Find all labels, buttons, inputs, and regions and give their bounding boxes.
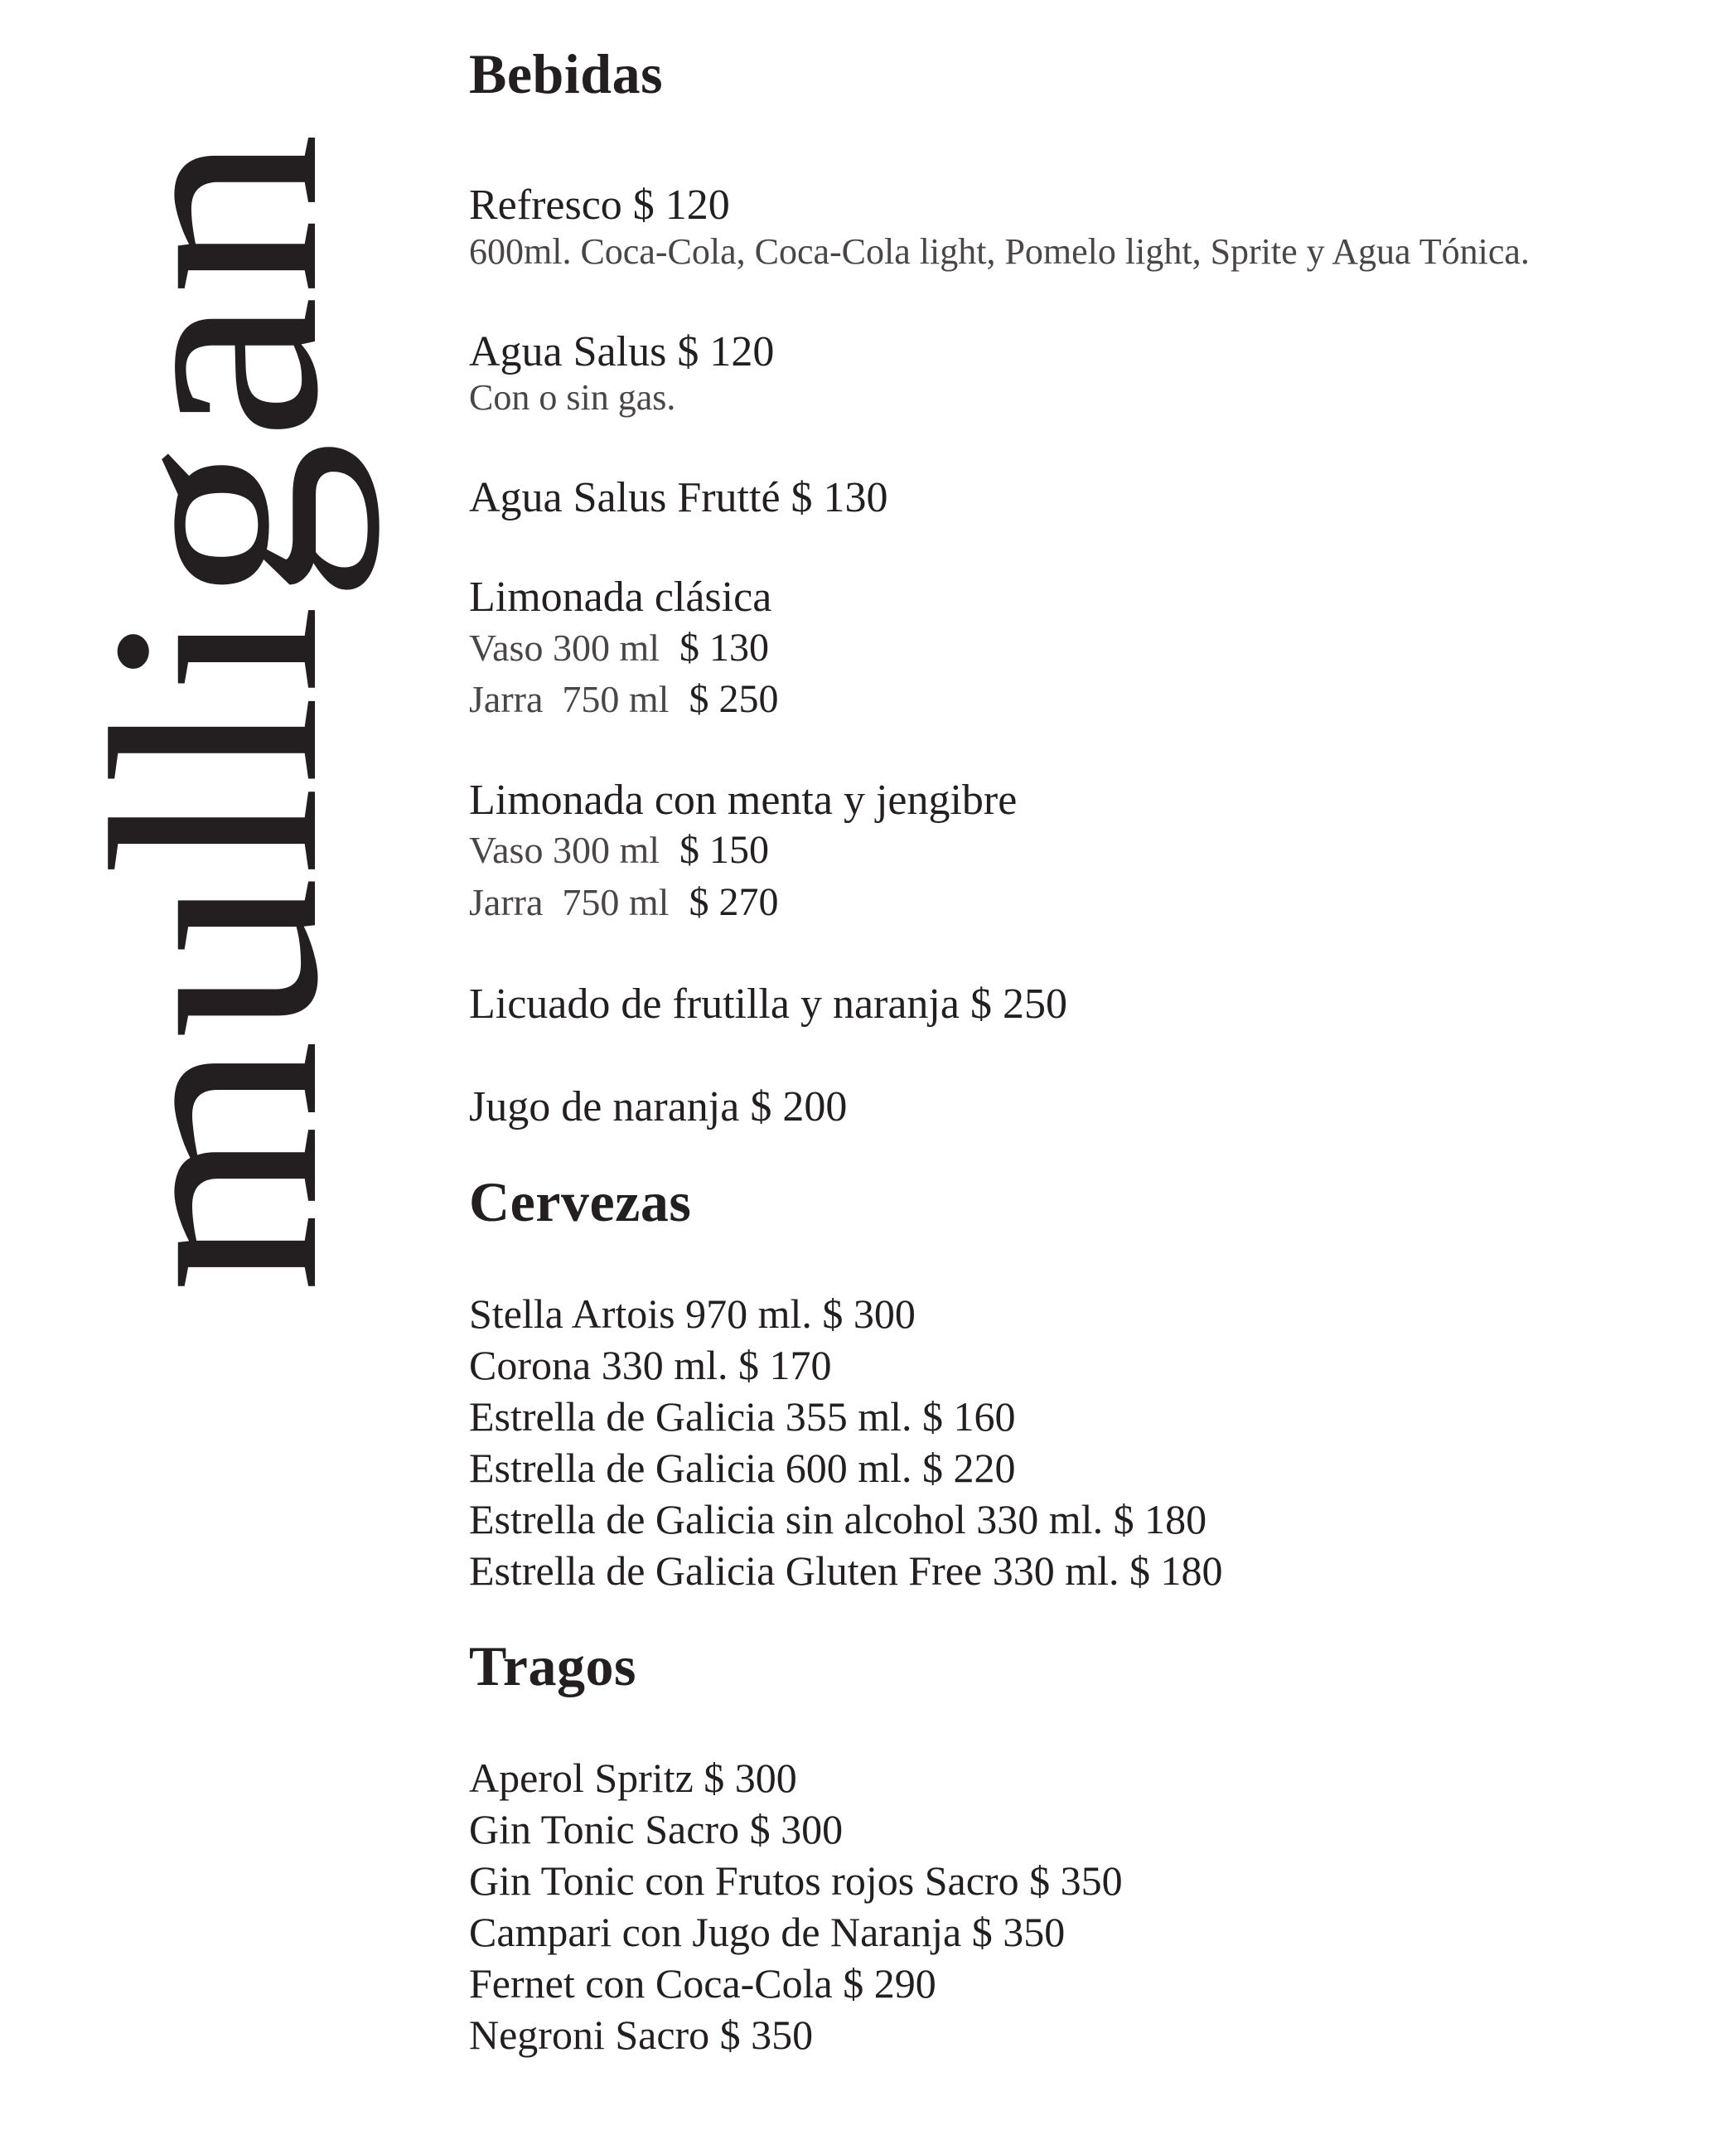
list-item: Estrella de Galicia 355 ml. $ 160 — [469, 1392, 1016, 1440]
size-label: Jarra 750 ml — [469, 880, 670, 923]
size-price: $ 250 — [689, 677, 779, 722]
menu-item — [469, 776, 1695, 929]
size-price-row — [469, 622, 1695, 674]
item-name: Jugo de naranja $ 200 — [469, 1082, 848, 1130]
section-cervezas — [469, 1169, 1695, 1596]
size-price: $ 150 — [679, 828, 769, 873]
section-title-cervezas: Cervezas — [469, 1169, 692, 1233]
size-price-row — [469, 825, 1695, 876]
section-tragos — [469, 1634, 1695, 2060]
list-item: Negroni Sacro $ 350 — [469, 2011, 814, 2058]
size-label: Jarra 750 ml — [469, 678, 670, 721]
brand-logo — [49, 0, 380, 2135]
list-item: Estrella de Galicia Gluten Free 330 ml. $ 180 — [469, 1547, 1223, 1594]
size-price: $ 130 — [679, 625, 769, 670]
item-name: Refresco $ 120 — [469, 182, 730, 229]
list-item: Estrella de Galicia sin alcohol 330 ml. $ 180 — [469, 1495, 1207, 1542]
list-item: Gin Tonic con Frutos rojos Sacro $ 350 — [469, 1857, 1123, 1904]
size-price-row — [469, 674, 1695, 725]
list-item: Aperol Spritz $ 300 — [469, 1754, 797, 1801]
size-label: Vaso 300 ml — [469, 626, 660, 669]
menu-item — [469, 573, 1695, 726]
item-description: Con o sin gas. — [469, 377, 676, 419]
menu-item — [469, 980, 1695, 1029]
item-description: 600ml. Coca-Cola, Coca-Cola light, Pomelo light, Sprite y Agua Tónica. — [469, 230, 1530, 272]
drinks-list — [469, 1752, 1695, 2060]
menu-item — [469, 181, 1695, 274]
size-price-row — [469, 877, 1695, 928]
section-title-tragos: Tragos — [469, 1634, 636, 1697]
size-price: $ 270 — [689, 879, 779, 924]
item-name: Licuado de frutilla y naranja $ 250 — [469, 980, 1067, 1029]
menu-item — [469, 1082, 1695, 1132]
item-name: Agua Salus Frutté $ 130 — [469, 474, 888, 522]
item-name: Limonada clásica — [469, 573, 772, 621]
list-item: Gin Tonic Sacro $ 300 — [469, 1805, 844, 1852]
list-item: Corona 330 ml. $ 170 — [469, 1341, 832, 1388]
list-item: Estrella de Galicia 600 ml. $ 220 — [469, 1444, 1016, 1491]
section-title-bebidas: Bebidas — [469, 42, 664, 105]
section-bebidas — [469, 42, 1695, 1132]
item-name: Limonada con menta y jengibre — [469, 776, 1018, 824]
list-item: Stella Artois 970 ml. $ 300 — [469, 1290, 916, 1337]
size-label: Vaso 300 ml — [469, 829, 660, 872]
list-item: Campari con Jugo de Naranja $ 350 — [469, 1908, 1066, 1955]
beer-list — [469, 1288, 1695, 1596]
menu-item — [469, 473, 1695, 523]
list-item: Fernet con Coca-Cola $ 290 — [469, 1959, 936, 2007]
brand-wordmark: mulligan — [49, 232, 380, 1293]
menu — [469, 42, 1695, 2060]
item-name: Agua Salus $ 120 — [469, 327, 775, 375]
menu-item — [469, 327, 1695, 421]
